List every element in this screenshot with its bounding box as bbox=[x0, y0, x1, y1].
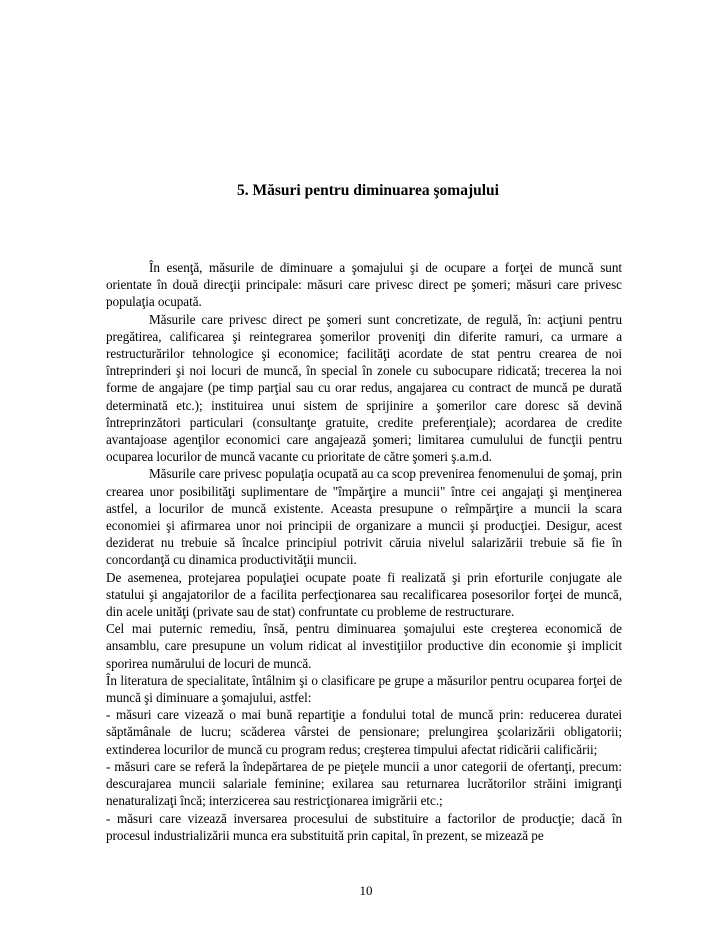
section-title: 5. Măsuri pentru diminuarea şomajului bbox=[237, 182, 499, 199]
paragraph-intro: În esenţă, măsurile de diminuare a şomajului şi de ocupare a forţei de muncă sunt orientate în două direcţii principale: măsuri care privesc direct pe şomeri; măsuri care privesc populaţia ocupată. bbox=[106, 260, 622, 310]
paragraph-economic-growth: Cel mai puternic remediu, însă, pentru diminuarea şomajului este creşterea economică de ansamblu, care presupune un volum ridicat al investiţiilor productive din economie şi implicit sporirea numărului de locuri de muncă. bbox=[106, 621, 622, 671]
paragraph-classification: În literatura de specialitate, întâlnim şi o clasificare pe grupe a măsurilor pentru ocuparea forţei de muncă şi diminuare a şomajului, astfel: bbox=[106, 672, 622, 706]
list-item-labor-market-removal: - măsuri care se referă la îndepărtarea de pe pieţele muncii a unor categorii de ofertanţi, precum: descurajarea muncii salariale feminine; exilarea sau returnarea lucrătorilor străini imigranţi nenaturalizaţi încă; interzicerea sau restricţionarea imigrării etc.; bbox=[106, 758, 622, 809]
paragraph-unemployed-measures: Măsurile care privesc direct pe şomeri sunt concretizate, de regulă, în: acţiuni pentru pregătirea, calificarea şi reintegrarea şomerilor proveniţi din diferite ramuri, ca urmare a restructurărilor tehnologice şi economice; facilităţi acordate de stat pentru crearea de noi întreprinderi şi noi locuri de muncă, în special în zonele cu subocupare ridicată; trecerea la noi forme de angajare (pe timp parţial sau cu orar redus, angajarea cu contract de muncă pe durată determinată etc.); instituirea unui sistem de sprijinire a şomerilor care doresc să devină întreprinzători particulari (consultanţe gratuite, credite preferenţiale); acordarea de credite avantajoase agenţilor economici care angajează şomeri; limitarea cumulului de funcţii pentru ocuparea locurilor de muncă vacante cu prioritate de către şomeri ş.a.m.d. bbox=[106, 311, 622, 465]
paragraph-employed-measures: Măsurile care privesc populaţia ocupată au ca scop prevenirea fenomenului de şomaj, prin crearea unor posibilităţi suplimentare de "împărţire a muncii" între cei angajaţi şi menţinerea astfel, a locurilor de muncă existente. Aceasta presupune o reîmpărţire a muncii la scara economiei şi afirmarea unor noi principii de organizare a muncii şi producţiei. Desigur, acest deziderat nu trebuie să încalce principiul potrivit căruia nivelul salarizării trebuie să fie în concordanţă cu dinamica productivităţii muncii. bbox=[106, 466, 622, 568]
list-item-factor-substitution: - măsuri care vizează inversarea procesului de substituire a factorilor de producţie; dacă în procesul industrializării munca era substituită prin capital, în prezent, se mizează pe bbox=[106, 810, 622, 843]
page-number: 10 bbox=[359, 883, 373, 898]
list-item-work-distribution: - măsuri care vizează o mai bună repartiţie a fondului total de muncă prin: reducerea duratei săptămânale de lucru; scăderea vârstei de pensionare; prelungirea şcolarizării obligatorii; extinderea locurilor de muncă cu program redus; creşterea timpului afectat ridicării calificării; bbox=[106, 707, 622, 757]
paragraph-protection: De asemenea, protejarea populaţiei ocupate poate fi realizată şi prin eforturile conjugate ale statului şi angajatorilor de a facilita perfecţionarea sau recalificarea posesorilor forţei de muncă, din acele unităţi (private sau de stat) confruntate cu probleme de restructurare. bbox=[106, 569, 622, 620]
body-text bbox=[106, 259, 622, 844]
